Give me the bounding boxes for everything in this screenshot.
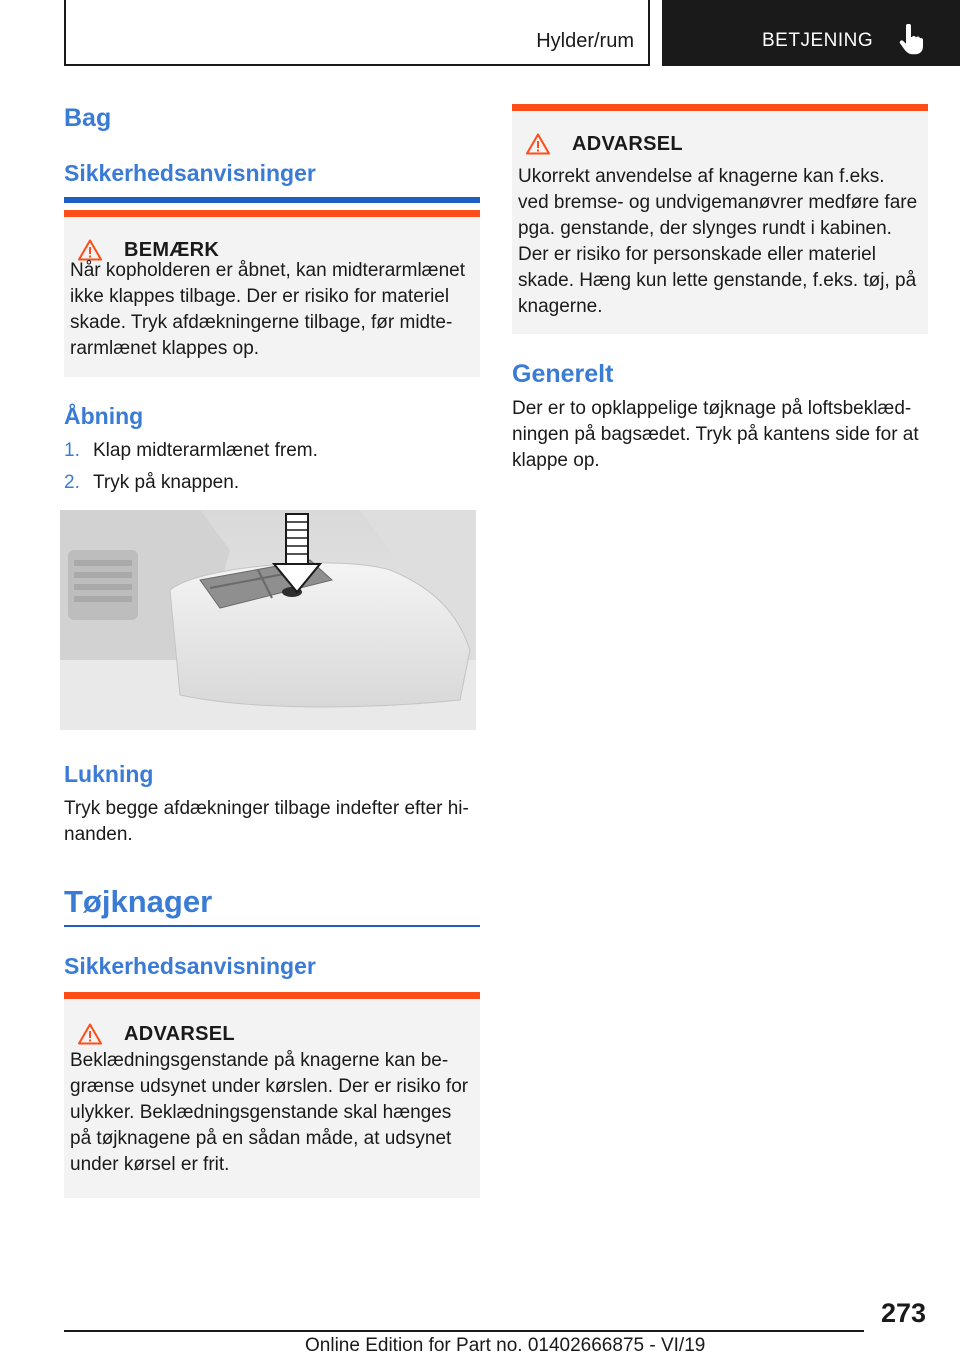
header-section-title: Hylder/rum xyxy=(536,30,634,52)
list-item xyxy=(64,440,318,462)
step-text: Klap midterarmlænet frem. xyxy=(93,440,318,461)
notice-accent-bar xyxy=(512,104,928,111)
notice-body: Beklædningsgenstande på knagerne kan begrænse udsynet under kørslen. Der er risiko for ulykker. Beklædningsgenstande skal hænges på tøjknagene på en sådan måde, at udsynet under kørsel er frit. xyxy=(70,1050,469,1175)
warning-triangle-icon xyxy=(526,133,550,155)
heading-lukning: Lukning xyxy=(64,761,154,787)
notice-accent-bar xyxy=(64,210,480,217)
heading-aabning: Åbning xyxy=(64,403,144,429)
step-number: 2. xyxy=(64,472,80,493)
list-item xyxy=(64,472,239,494)
footer-rule xyxy=(64,1330,864,1332)
notice-header xyxy=(78,1022,235,1046)
lukning-paragraph: Tryk begge afdækninger tilbage indefter efter hinanden. xyxy=(64,798,469,845)
heading-generelt: Generelt xyxy=(512,360,614,388)
heading-bag: Bag xyxy=(64,104,112,132)
header-chapter-box xyxy=(662,0,960,66)
notice-header xyxy=(526,132,683,156)
subheading-safety-2: Sikkerhedsanvisninger xyxy=(64,953,316,979)
page-number: 273 xyxy=(880,1298,926,1328)
step-number: 1. xyxy=(64,440,80,461)
header-chapter-title: BETJENING xyxy=(762,30,874,51)
chapter-rule xyxy=(64,925,480,927)
notice-advarsel-1 xyxy=(64,992,480,1198)
notice-title: BEMÆRK xyxy=(124,238,220,261)
notice-title: ADVARSEL xyxy=(572,132,683,155)
heading-toejknager: Tøjknager xyxy=(64,884,213,919)
warning-triangle-icon xyxy=(78,1023,102,1045)
hand-pointer-icon xyxy=(898,24,924,56)
subheading-safety-1: Sikkerhedsanvisninger xyxy=(64,160,316,186)
step-text: Tryk på knappen. xyxy=(93,472,240,493)
section-rule xyxy=(64,197,480,203)
header-section-box xyxy=(64,0,650,66)
notice-bemaerk xyxy=(64,210,480,377)
footer-edition: Online Edition for Part no. 01402666875 - VI/19 xyxy=(305,1335,706,1356)
armrest-drawing xyxy=(60,510,476,730)
notice-advarsel-2 xyxy=(512,104,928,334)
armrest-illustration xyxy=(60,510,476,730)
notice-body: Ukorrekt anvendelse af knagerne kan f.eks. ved bremse- og undvigemanøvrer medføre fare pga. genstande, der slynges rundt i kabinen. Der er risiko for personskade eller materiel skade. Hæng kun lette genstande, f.eks. tøj, på knagerne. xyxy=(518,166,918,317)
notice-title: ADVARSEL xyxy=(124,1022,235,1045)
notice-accent-bar xyxy=(64,992,480,999)
generelt-paragraph: Der er to opklappelige tøjknage på loftsbeklædningen på bagsædet. Tryk på kantens side for at klappe op. xyxy=(512,398,919,471)
notice-body: Når kopholderen er åbnet, kan midterarmlænet ikke klappes tilbage. Der er risiko for materiel skade. Tryk afdækningerne tilbage, før midterarmlænet klappes op. xyxy=(70,260,465,359)
